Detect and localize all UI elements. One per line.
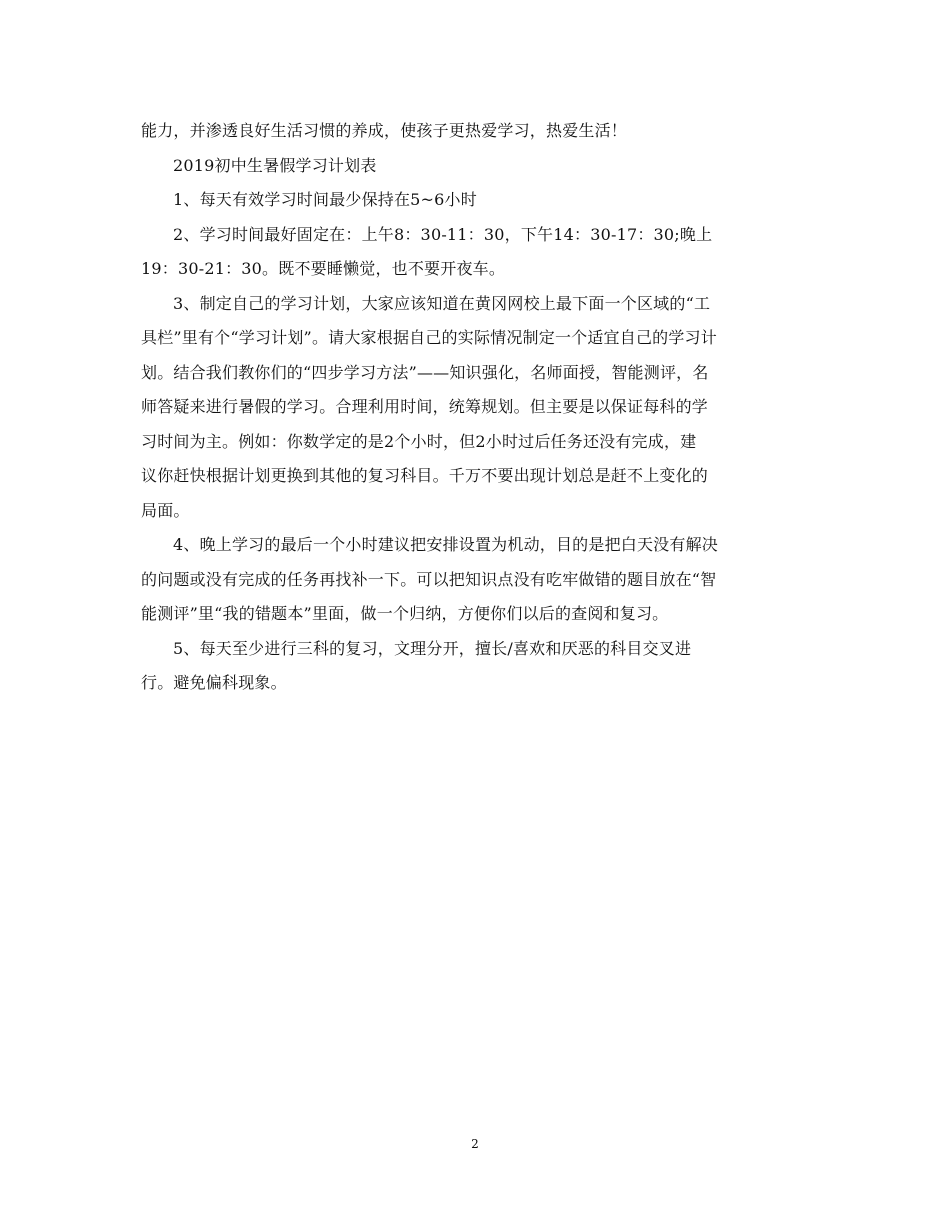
text-line: 19：30-21：30。既不要睡懒觉，也不要开夜车。 — [141, 259, 506, 278]
text-line: 能测评”里“我的错题本”里面，做一个归纳，方便你们以后的查阅和复习。 — [141, 604, 669, 623]
text-line: 局面。 — [141, 500, 190, 520]
text-line: 1、每天有效学习时间最少保持在5~6小时 — [173, 190, 477, 209]
text-line: 师答疑来进行暑假的学习。合理利用时间，统筹规划。但主要是以保证每科的学 — [141, 397, 709, 416]
page-number: 2 — [471, 1137, 479, 1151]
text-line: 能力，并渗透良好生活习惯的养成，使孩子更热爱学习，热爱生活！ — [141, 121, 628, 140]
text-line: 的问题或没有完成的任务再找补一下。可以把知识点没有吃牢做错的题目放在“智 — [141, 569, 717, 589]
document-body — [141, 114, 813, 701]
text-line: 3、制定自己的学习计划，大家应该知道在黄冈网校上最下面一个区域的“工 — [173, 293, 711, 313]
text-line: 划。结合我们教你们的“四步学习方法”——知识强化，名师面授，智能测评，名 — [141, 362, 709, 382]
text-line: 2、学习时间最好固定在：上午8：30-11：30，下午14：30-17：30;晚上 — [173, 224, 713, 244]
text-line: 具栏”里有个“学习计划”。请大家根据自己的实际情况制定一个适宜自己的学习计 — [141, 328, 717, 347]
text-line: 习时间为主。例如：你数学定的是2个小时，但2小时过后任务还没有完成，建 — [141, 431, 697, 451]
text-line: 行。避免偏科现象。 — [141, 673, 287, 692]
text-line: 5、每天至少进行三科的复习，文理分开，擅长/喜欢和厌恶的科目交叉进 — [173, 638, 692, 658]
text-line: 4、晚上学习的最后一个小时建议把安排设置为机动，目的是把白天没有解决 — [173, 535, 718, 554]
text-line: 议你赶快根据计划更换到其他的复习科目。千万不要出现计划总是赶不上变化的 — [141, 466, 709, 485]
section-title: 2019初中生暑假学习计划表 — [173, 155, 377, 175]
